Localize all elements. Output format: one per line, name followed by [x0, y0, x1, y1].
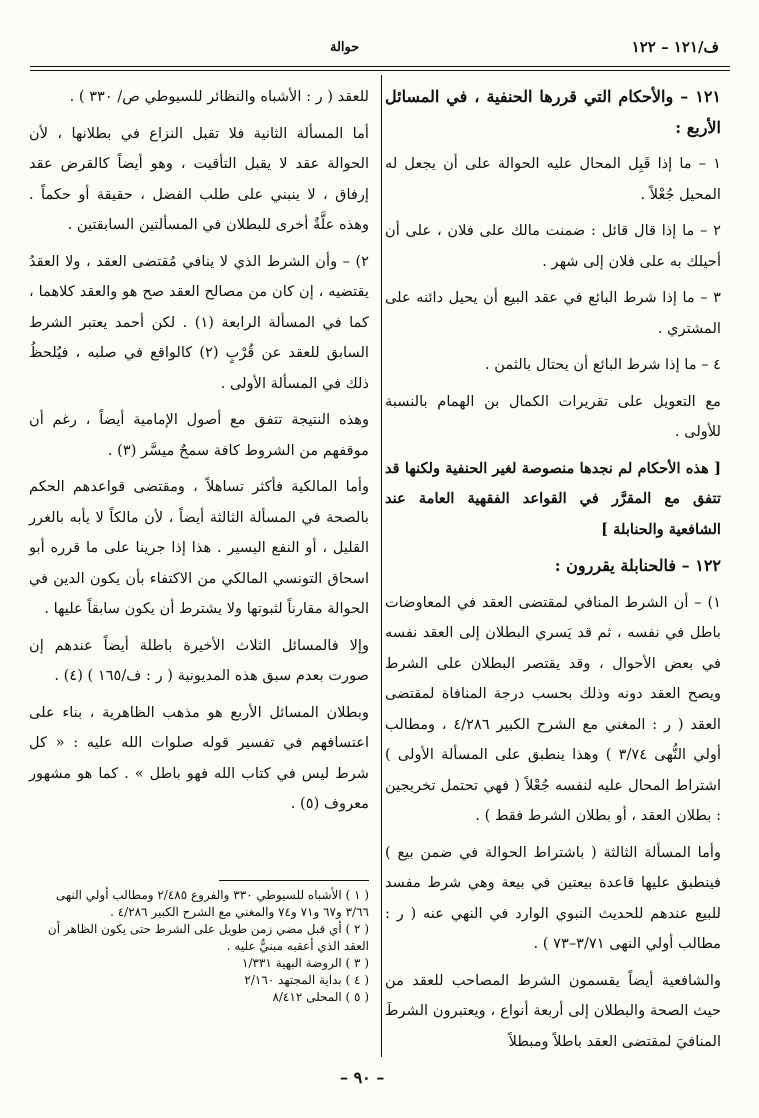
footnote: ( ٢ ) أي قبل مضي زمن طويل على الشرط حتى يكون الظاهر أن العقد الذي أعقبه مبنيٌّ عليه . — [47, 922, 369, 953]
header-title: حوالة — [330, 40, 360, 55]
running-header — [0, 38, 759, 62]
paragraph: للعقد ( ر : الأشباه والنظائر للسيوطي ص/ ٣٣٠ ) . — [69, 88, 369, 105]
paragraph: مع التعويل على تقريرات الكمال بن الهمام بالنسبة للأولى . — [385, 392, 721, 440]
paragraph: ٤ – ما إذا شرط البائع أن يحتال بالثمن . — [485, 356, 721, 373]
footnotes — [29, 880, 369, 1006]
left-column — [29, 82, 369, 826]
footnote: ( ٥ ) المحلى ٨/٤١٢ — [272, 990, 369, 1004]
column-divider — [381, 75, 382, 1057]
paragraph: وبطلان المسائل الأربع هو مذهب الظاهرية ، بناء على اعتسافهم في تفسير قوله صلوات الله عليه : « كل شرط ليس في كتاب الله فهو باطل » . كما هو مشهور معروف (٥) . — [29, 703, 369, 812]
bracketed-note: [ هذه الأحكام لم نجدها منصوصة لغير الحنفية ولكنها قد تتفق مع المقرَّر في القواعد الفقهية العامة عند الشافعية والحنابلة ] — [385, 459, 721, 538]
paragraph: ٣ – ما إذا شرط البائع في عقد البيع أن يحيل دائنه على المشتري . — [385, 289, 721, 337]
paragraph: ١ – ما إذا قَبِل المحال عليه الحوالة على أن يجعل له المحيل جُعْلاً . — [385, 155, 721, 203]
paragraph: ٢ – ما إذا قال قائل : ضمنت مالك على فلان ، على أن أحيلك به على فلان إلى شهر . — [385, 222, 721, 270]
paragraph: والشافعية أيضاً يقسمون الشرط المصاحب للعقد من حيث الصحة والبطلان إلى أربعة أنواع ، ويعتبرون الشرطَ المنافيَ لمقتضى العقد باطلاً ومبطلاً — [385, 971, 721, 1050]
paragraph: ٢) – وأن الشرط الذي لا ينافي مُقتضى العقد ، ولا العقدُ يقتضيه ، إن كان من مصالح العقد صح هو والعقد كلاهما ، كما في المسألة الرابعة (١) . لكن أحمد يعتبر الشرط السابق للعقد عن قُرْبٍ (٢) كالواقع في صلبه ، فيُلحظُ ذلك في المسألة الأولى . — [29, 252, 369, 392]
header-rule — [30, 66, 730, 67]
footnote-rule — [219, 880, 369, 881]
paragraph: وأما المسألة الثالثة ( باشتراط الحوالة في ضمن بيع ) فينطبق عليها قاعدة بيعتين في بيعة وهي شرط مفسد للبيع عندهم للحديث النبوي الوارد في النهي عنه ( ر : مطالب أولي النهى ٣/٧١–٧٣ ) . — [385, 843, 721, 952]
paragraph: ١) – أن الشرط المنافي لمقتضى العقد في المعاوضات باطل في نفسه ، ثم قد يَسري البطلان إلى العقد نفسه في بعض الأحوال ، وقد يقتصر البطلان على الشرط ويصح العقد دونه وذلك بحسب درجة المنافاة لمقتضى العقد ( ر : المغني مع الشرح الكبير ٤/٢٨٦ ، ومطالب أولي النُّهى ٣/٧٤ ) وهذا ينطبق على المسألة الأولى ) اشتراط المحال عليه لنفسه جُعْلاً ( فهي تحتمل تخريجين : بطلان العقد ، أو بطلان الشرط فقط ) . — [385, 593, 721, 824]
paragraph: وأما المالكية فأكثر تساهلاً ، ومقتضى قواعدهم الحكم بالصحة في المسألة الثالثة أيضاً ، لأن مالكاً لا يأبه بالغرر القليل ، أو النفع اليسير . هذا إذا جرينا على ما قرره أبو اسحاق التونسي المالكي من الاكتفاء بأن يكون الدين في الحوالة مقارناً لثبوتها ولا يشترط أن يكون سابقاً عليها . — [29, 478, 369, 617]
page-number: – ٩٠ – — [340, 1068, 385, 1087]
right-column — [385, 82, 721, 1063]
paragraph: وإلا فالمسائل الثلاث الأخيرة باطلة أيضاً عندهم إن صورت بعدم سبق هذه المديونية ( ر : ف/١٦٥ ) (٤) . — [29, 636, 369, 684]
footnote: ( ٣ ) الروضة البهية ١/٣٣١ — [242, 956, 369, 970]
paragraph: وهذه النتيجة تتفق مع أصول الإمامية أيضاً ، رغم أن موقفهم من الشروط كافة سمحٌ ميسَّر (٣) . — [29, 411, 369, 459]
footnote: ( ١ ) الأشباه للسيوطي ٣٣٠ والفروع ٢/٤٨٥ ومطالب أولي النهى ٣/٦٦ و٦٧ و٧١ و٧٤ والمغني مع الشرح الكبير ٤/٢٨٦ . — [55, 888, 369, 919]
footnote: ( ٤ ) بداية المجتهد ٢/١٦٠ — [244, 973, 369, 987]
section-heading: ١٢١ – والأحكام التي قررها الحنفية ، في المسائل الأربع : — [385, 87, 721, 137]
header-rule-secondary — [30, 70, 730, 71]
paragraph: أما المسألة الثانية فلا تقبل النزاع في بطلانها ، لأن الحوالة عقد لا يقبل التأقيت ، وهو أيضاً كالقرض عقد إرفاق ، لا ينبني على طلب الفضل ، حقيقة أو حكماً . وهذه علَّةٌ أخرى للبطلان في المسألتين السابقتين . — [29, 124, 369, 233]
section-heading: ١٢٢ – فالحنابلة يقررون : — [554, 556, 721, 575]
header-section-range: ف/١٢١ – ١٢٢ — [631, 38, 719, 56]
